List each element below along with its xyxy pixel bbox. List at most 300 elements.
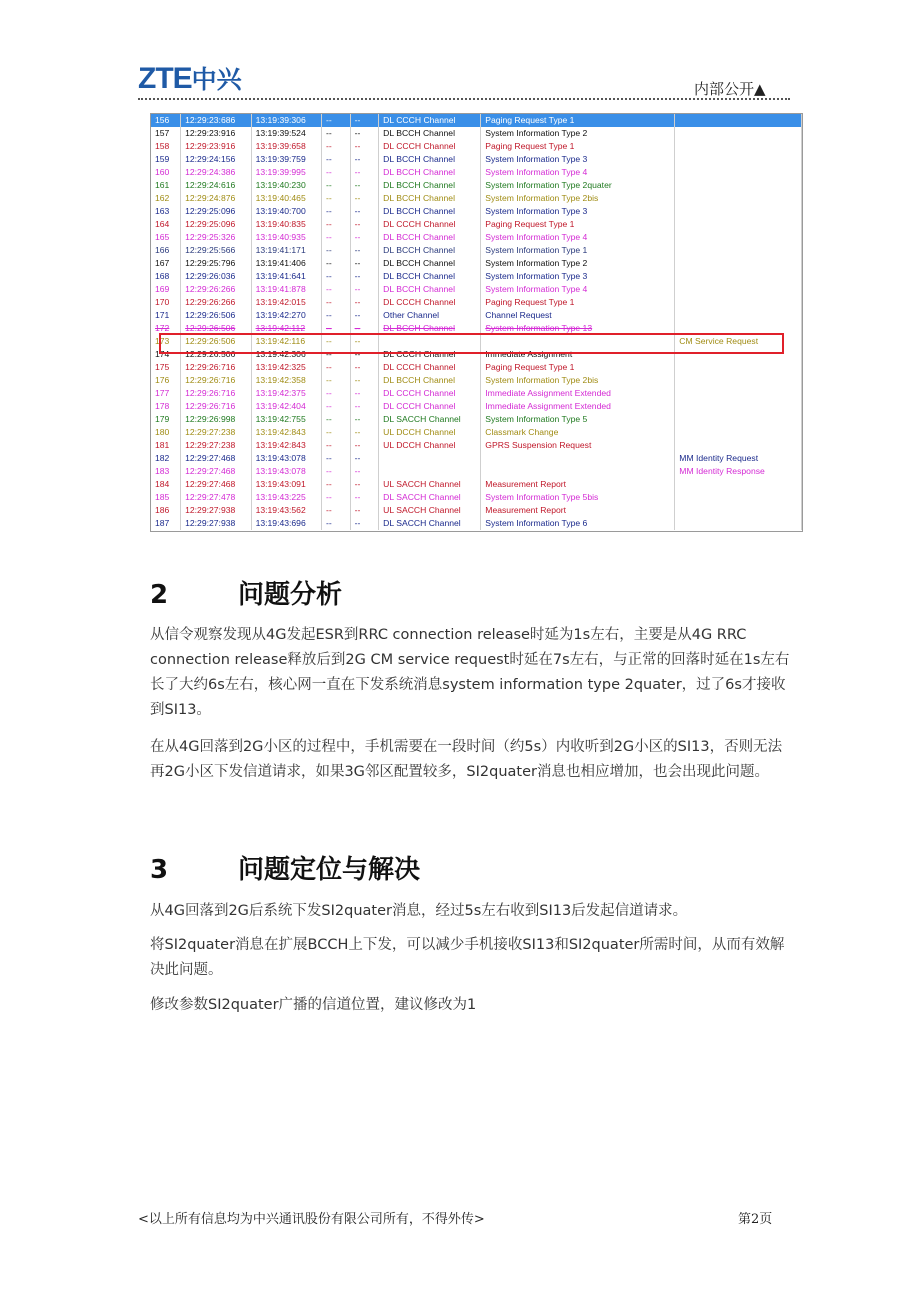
log-cell-pc-time: 12:29:27:938 [181, 517, 251, 530]
log-cell-col-a: -- [322, 452, 351, 465]
log-cell-col-a: -- [322, 439, 351, 452]
log-cell-channel: UL SACCH Channel [379, 504, 481, 517]
log-cell-pc-time: 12:29:27:238 [181, 439, 251, 452]
log-cell-col-b: -- [350, 244, 379, 257]
log-cell-ms-time: 13:19:43:078 [251, 452, 321, 465]
zte-logo [138, 64, 242, 94]
log-cell-col-a: -- [322, 192, 351, 205]
log-cell-ms-time: 13:19:43:091 [251, 478, 321, 491]
log-cell-message [481, 465, 675, 478]
log-cell-message: Paging Request Type 1 [481, 140, 675, 153]
classification-label: 内部公开▲ [694, 80, 766, 98]
log-cell-ms-time: 13:19:42:375 [251, 387, 321, 400]
section-3-paragraph-2: 将SI2quater消息在扩展BCCH上下发，可以减少手机接收SI13和SI2quater所需时间，从而有效解决此问题。 [150, 937, 785, 978]
log-cell-col-b: -- [350, 478, 379, 491]
log-cell-col-b: -- [350, 361, 379, 374]
section-3-paragraph-3: 修改参数SI2quater广播的信道位置，建议修改为1 [150, 997, 477, 1013]
log-cell-col-a: -- [322, 322, 351, 335]
log-cell-nas-message [675, 218, 802, 231]
log-cell-col-a: -- [322, 283, 351, 296]
log-cell-ms-time: 13:19:40:465 [251, 192, 321, 205]
highlight-box [159, 333, 784, 354]
log-cell-pc-time: 12:29:26:716 [181, 361, 251, 374]
log-cell-message: System Information Type 3 [481, 270, 675, 283]
log-cell-message: Channel Request [481, 309, 675, 322]
log-cell-ms-time: 13:19:42:270 [251, 309, 321, 322]
log-cell-ms-time: 13:19:42:325 [251, 361, 321, 374]
log-cell-row-index: 175 [151, 361, 181, 374]
log-cell-ms-time: 13:19:43:078 [251, 465, 321, 478]
log-cell-ms-time: 13:19:42:015 [251, 296, 321, 309]
log-cell-col-b: -- [350, 439, 379, 452]
log-cell-pc-time: 12:29:26:998 [181, 413, 251, 426]
log-cell-channel: DL CCCH Channel [379, 114, 481, 127]
log-cell-ms-time: 13:19:42:404 [251, 400, 321, 413]
log-cell-pc-time: 12:29:26:506 [181, 322, 251, 335]
log-cell-pc-time: 12:29:27:478 [181, 491, 251, 504]
section-2-heading [150, 574, 342, 611]
log-cell-col-b: -- [350, 335, 379, 348]
log-cell-col-a: -- [322, 166, 351, 179]
log-cell-col-a: -- [322, 504, 351, 517]
log-cell-col-a: -- [322, 413, 351, 426]
log-cell-ms-time: 13:19:41:406 [251, 257, 321, 270]
log-cell-col-b: -- [350, 348, 379, 361]
log-cell-message: GPRS Suspension Request [481, 439, 675, 452]
log-cell-row-index: 166 [151, 244, 181, 257]
log-cell-pc-time: 12:29:27:238 [181, 426, 251, 439]
log-cell-pc-time: 12:29:26:506 [181, 309, 251, 322]
log-cell-message: Measurement Report [481, 504, 675, 517]
log-cell-nas-message: MM Identity Request [675, 452, 802, 465]
log-cell-col-a: -- [322, 218, 351, 231]
log-cell-row-index: 172 [151, 322, 181, 335]
log-cell-col-b: -- [350, 322, 379, 335]
log-cell-message: System Information Type 3 [481, 205, 675, 218]
log-cell-channel: DL CCCH Channel [379, 400, 481, 413]
log-cell-col-b: -- [350, 114, 379, 127]
log-cell-channel: DL BCCH Channel [379, 244, 481, 257]
log-cell-message: Immediate Assignment [481, 348, 675, 361]
log-cell-col-a: -- [322, 478, 351, 491]
log-cell-col-b: -- [350, 426, 379, 439]
log-cell-pc-time: 12:29:25:566 [181, 244, 251, 257]
log-row[interactable] [151, 387, 802, 400]
log-cell-message: System Information Type 3 [481, 153, 675, 166]
log-row[interactable] [151, 296, 802, 309]
log-row[interactable] [151, 218, 802, 231]
log-cell-message: System Information Type 2quater [481, 179, 675, 192]
log-cell-col-a: -- [322, 309, 351, 322]
log-cell-nas-message [675, 231, 802, 244]
log-cell-row-index: 161 [151, 179, 181, 192]
log-cell-pc-time: 12:29:24:616 [181, 179, 251, 192]
header-divider [138, 98, 790, 100]
log-cell-col-b: -- [350, 192, 379, 205]
log-cell-row-index: 157 [151, 127, 181, 140]
log-cell-col-a: -- [322, 335, 351, 348]
log-cell-col-a: -- [322, 374, 351, 387]
log-cell-nas-message [675, 244, 802, 257]
log-cell-channel: DL BCCH Channel [379, 166, 481, 179]
log-cell-channel: DL BCCH Channel [379, 322, 481, 335]
log-cell-nas-message [675, 166, 802, 179]
log-cell-nas-message [675, 361, 802, 374]
log-cell-col-b: -- [350, 153, 379, 166]
log-cell-ms-time: 13:19:42:112 [251, 322, 321, 335]
log-cell-row-index: 183 [151, 465, 181, 478]
log-cell-col-b: -- [350, 400, 379, 413]
log-cell-row-index: 167 [151, 257, 181, 270]
log-cell-ms-time: 13:19:43:696 [251, 517, 321, 530]
log-cell-row-index: 168 [151, 270, 181, 283]
log-cell-nas-message [675, 491, 802, 504]
log-row[interactable] [151, 179, 802, 192]
log-cell-row-index: 176 [151, 374, 181, 387]
log-cell-channel [379, 452, 481, 465]
log-cell-channel: UL DCCH Channel [379, 426, 481, 439]
log-cell-pc-time: 12:29:23:916 [181, 127, 251, 140]
section-2-title: 问题分析 [238, 580, 343, 610]
log-cell-channel: DL BCCH Channel [379, 231, 481, 244]
log-row[interactable] [151, 478, 802, 491]
log-cell-pc-time: 12:29:26:716 [181, 374, 251, 387]
log-cell-col-b: -- [350, 296, 379, 309]
log-cell-ms-time: 13:19:41:641 [251, 270, 321, 283]
log-cell-col-a: -- [322, 491, 351, 504]
log-cell-col-b: -- [350, 166, 379, 179]
log-cell-message: System Information Type 6 [481, 517, 675, 530]
log-cell-nas-message [675, 387, 802, 400]
log-cell-message: System Information Type 13 [481, 322, 675, 335]
log-cell-message: System Information Type 2 [481, 257, 675, 270]
log-cell-channel: DL BCCH Channel [379, 179, 481, 192]
log-cell-col-b: -- [350, 257, 379, 270]
log-cell-ms-time: 13:19:39:306 [251, 114, 321, 127]
log-cell-channel: DL CCCH Channel [379, 140, 481, 153]
log-cell-col-a: -- [322, 140, 351, 153]
log-cell-channel: DL CCCH Channel [379, 348, 481, 361]
log-cell-nas-message [675, 478, 802, 491]
log-cell-pc-time: 12:29:25:326 [181, 231, 251, 244]
section-3-paragraph-1: 从4G回落到2G后系统下发SI2quater消息，经过5s左右收到SI13后发起信道请求。 [150, 903, 688, 919]
log-cell-pc-time: 12:29:24:156 [181, 153, 251, 166]
log-cell-ms-time: 13:19:39:524 [251, 127, 321, 140]
log-row[interactable] [151, 192, 802, 205]
log-cell-ms-time: 13:19:40:700 [251, 205, 321, 218]
section-2-paragraph-1: 从信令观察发现从4G发起ESR到RRC connection release时延为1s左右，主要是从4G RRC connection release释放后到2G CM service request时延在7s左右，与正常的回落时延在1s左右长了大约6s左右，核心网一直在下发系统消息system information type 2quater，过了6s才接收到SI13。 [150, 627, 790, 718]
log-cell-pc-time: 12:29:27:468 [181, 478, 251, 491]
log-cell-channel: DL SACCH Channel [379, 517, 481, 530]
log-cell-row-index: 184 [151, 478, 181, 491]
log-cell-row-index: 169 [151, 283, 181, 296]
log-cell-nas-message [675, 192, 802, 205]
log-cell-col-a: -- [322, 387, 351, 400]
log-cell-nas-message [675, 400, 802, 413]
log-cell-message: System Information Type 4 [481, 231, 675, 244]
log-cell-col-b: -- [350, 218, 379, 231]
log-cell-message: System Information Type 2bis [481, 374, 675, 387]
log-cell-row-index: 159 [151, 153, 181, 166]
log-cell-ms-time: 13:19:41:878 [251, 283, 321, 296]
log-cell-row-index: 179 [151, 413, 181, 426]
log-cell-pc-time: 12:29:24:876 [181, 192, 251, 205]
log-cell-message: System Information Type 2bis [481, 192, 675, 205]
log-cell-row-index: 156 [151, 114, 181, 127]
log-cell-col-a: -- [322, 231, 351, 244]
log-cell-col-b: -- [350, 452, 379, 465]
log-row[interactable] [151, 439, 802, 452]
log-cell-row-index: 187 [151, 517, 181, 530]
log-row[interactable] [151, 205, 802, 218]
log-cell-message: Immediate Assignment Extended [481, 387, 675, 400]
signaling-log-table [151, 114, 802, 530]
log-cell-row-index: 170 [151, 296, 181, 309]
log-cell-pc-time: 12:29:26:266 [181, 296, 251, 309]
log-cell-nas-message: MM Identity Response [675, 465, 802, 478]
log-row[interactable] [151, 374, 802, 387]
log-row[interactable] [151, 504, 802, 517]
section-2-number: 2 [150, 580, 169, 610]
section-2-paragraph-2: 在从4G回落到2G小区的过程中，手机需要在一段时间（约5s）内收听到2G小区的SI13，否则无法再2G小区下发信道请求，如果3G邻区配置较多，SI2quater消息也相应增加，也会出现此问题。 [150, 739, 783, 780]
log-cell-pc-time: 12:29:27:468 [181, 465, 251, 478]
log-cell-nas-message [675, 413, 802, 426]
log-cell-ms-time: 13:19:40:935 [251, 231, 321, 244]
log-cell-col-a: -- [322, 153, 351, 166]
log-cell-message: System Information Type 1 [481, 244, 675, 257]
log-cell-ms-time: 13:19:41:171 [251, 244, 321, 257]
log-cell-row-index: 185 [151, 491, 181, 504]
log-cell-pc-time: 12:29:25:796 [181, 257, 251, 270]
log-row[interactable] [151, 127, 802, 140]
log-cell-col-a: -- [322, 270, 351, 283]
log-row[interactable] [151, 283, 802, 296]
log-cell-row-index: 181 [151, 439, 181, 452]
log-cell-col-a: -- [322, 179, 351, 192]
log-cell-row-index: 171 [151, 309, 181, 322]
log-cell-channel: DL BCCH Channel [379, 257, 481, 270]
log-cell-nas-message [675, 309, 802, 322]
log-cell-pc-time: 12:29:26:506 [181, 335, 251, 348]
log-cell-row-index: 162 [151, 192, 181, 205]
log-cell-message: Classmark Change [481, 426, 675, 439]
log-cell-col-a: -- [322, 257, 351, 270]
log-cell-col-a: -- [322, 114, 351, 127]
section-3-title: 问题定位与解决 [238, 855, 421, 885]
log-cell-ms-time: 13:19:39:759 [251, 153, 321, 166]
log-cell-channel: Other Channel [379, 309, 481, 322]
log-cell-message: System Information Type 5bis [481, 491, 675, 504]
log-cell-nas-message [675, 426, 802, 439]
log-cell-col-b: -- [350, 231, 379, 244]
log-cell-channel: DL BCCH Channel [379, 127, 481, 140]
log-cell-ms-time: 13:19:42:843 [251, 426, 321, 439]
signaling-log-panel[interactable] [150, 113, 803, 532]
log-cell-channel: DL BCCH Channel [379, 283, 481, 296]
log-cell-ms-time: 13:19:43:225 [251, 491, 321, 504]
log-cell-ms-time: 13:19:42:306 [251, 348, 321, 361]
log-cell-row-index: 177 [151, 387, 181, 400]
log-cell-row-index: 173 [151, 335, 181, 348]
log-cell-row-index: 174 [151, 348, 181, 361]
log-cell-pc-time: 12:29:27:938 [181, 504, 251, 517]
log-row[interactable] [151, 400, 802, 413]
log-cell-col-a: -- [322, 465, 351, 478]
log-cell-col-b: -- [350, 205, 379, 218]
log-cell-col-b: -- [350, 283, 379, 296]
log-cell-ms-time: 13:19:40:835 [251, 218, 321, 231]
logo-latin: ZTE [138, 62, 192, 95]
log-cell-ms-time: 13:19:42:843 [251, 439, 321, 452]
log-cell-pc-time: 12:29:26:266 [181, 283, 251, 296]
log-cell-nas-message [675, 504, 802, 517]
log-cell-nas-message [675, 257, 802, 270]
log-cell-col-b: -- [350, 387, 379, 400]
log-cell-pc-time: 12:29:25:096 [181, 218, 251, 231]
log-cell-message: System Information Type 5 [481, 413, 675, 426]
log-row[interactable] [151, 153, 802, 166]
log-cell-row-index: 182 [151, 452, 181, 465]
log-cell-ms-time: 13:19:42:116 [251, 335, 321, 348]
log-cell-channel: DL SACCH Channel [379, 413, 481, 426]
log-cell-col-a: -- [322, 127, 351, 140]
log-cell-channel: DL CCCH Channel [379, 361, 481, 374]
log-cell-col-b: -- [350, 517, 379, 530]
log-cell-row-index: 158 [151, 140, 181, 153]
log-row[interactable] [151, 166, 802, 179]
log-cell-col-b: -- [350, 413, 379, 426]
log-cell-col-b: -- [350, 465, 379, 478]
section-3-number: 3 [150, 855, 169, 885]
log-row[interactable] [151, 452, 802, 465]
log-cell-channel: DL BCCH Channel [379, 270, 481, 283]
log-cell-nas-message: CM Service Request [675, 335, 802, 348]
log-cell-message: Measurement Report [481, 478, 675, 491]
log-cell-col-b: -- [350, 179, 379, 192]
log-cell-col-b: -- [350, 309, 379, 322]
log-cell-ms-time: 13:19:39:658 [251, 140, 321, 153]
log-cell-col-a: -- [322, 517, 351, 530]
log-cell-nas-message [675, 283, 802, 296]
log-cell-message: Paging Request Type 1 [481, 114, 675, 127]
log-cell-col-a: -- [322, 205, 351, 218]
log-cell-channel: DL BCCH Channel [379, 205, 481, 218]
log-cell-nas-message [675, 439, 802, 452]
footer-confidentiality-note: <以上所有信息均为中兴通讯股份有限公司所有，不得外传> [138, 1212, 485, 1227]
log-cell-col-b: -- [350, 504, 379, 517]
log-cell-col-b: -- [350, 491, 379, 504]
log-row[interactable] [151, 465, 802, 478]
log-cell-row-index: 178 [151, 400, 181, 413]
log-cell-row-index: 160 [151, 166, 181, 179]
log-cell-col-a: -- [322, 426, 351, 439]
log-cell-channel: UL SACCH Channel [379, 478, 481, 491]
log-cell-nas-message [675, 179, 802, 192]
log-row[interactable] [151, 426, 802, 439]
log-row[interactable] [151, 309, 802, 322]
log-cell-col-a: -- [322, 361, 351, 374]
log-cell-col-b: -- [350, 374, 379, 387]
log-cell-channel [379, 465, 481, 478]
log-cell-pc-time: 12:29:24:386 [181, 166, 251, 179]
log-cell-nas-message [675, 114, 802, 127]
log-cell-message: System Information Type 2 [481, 127, 675, 140]
log-row[interactable] [151, 231, 802, 244]
log-cell-message: Paging Request Type 1 [481, 296, 675, 309]
log-row[interactable] [151, 114, 802, 127]
log-cell-nas-message [675, 270, 802, 283]
log-cell-pc-time: 12:29:26:716 [181, 400, 251, 413]
log-cell-pc-time: 12:29:27:468 [181, 452, 251, 465]
log-cell-nas-message [675, 205, 802, 218]
log-cell-channel: DL BCCH Channel [379, 153, 481, 166]
log-row[interactable] [151, 517, 802, 530]
log-cell-nas-message [675, 517, 802, 530]
log-cell-pc-time: 12:29:23:916 [181, 140, 251, 153]
log-cell-pc-time: 12:29:26:036 [181, 270, 251, 283]
log-cell-ms-time: 13:19:42:755 [251, 413, 321, 426]
log-cell-channel: UL DCCH Channel [379, 439, 481, 452]
section-3-heading [150, 849, 420, 886]
log-row[interactable] [151, 244, 802, 257]
log-cell-col-a: -- [322, 400, 351, 413]
log-cell-channel: DL SACCH Channel [379, 491, 481, 504]
log-cell-col-b: -- [350, 127, 379, 140]
log-cell-ms-time: 13:19:42:358 [251, 374, 321, 387]
log-cell-channel: DL BCCH Channel [379, 192, 481, 205]
log-cell-channel: DL CCCH Channel [379, 387, 481, 400]
log-cell-channel: DL CCCH Channel [379, 218, 481, 231]
log-row[interactable] [151, 491, 802, 504]
log-cell-row-index: 163 [151, 205, 181, 218]
log-cell-message [481, 452, 675, 465]
log-cell-row-index: 180 [151, 426, 181, 439]
log-cell-col-b: -- [350, 270, 379, 283]
log-cell-message: Paging Request Type 1 [481, 218, 675, 231]
log-cell-col-a: -- [322, 348, 351, 361]
log-cell-col-a: -- [322, 244, 351, 257]
log-cell-ms-time: 13:19:39:995 [251, 166, 321, 179]
log-cell-ms-time: 13:19:43:562 [251, 504, 321, 517]
log-cell-message: Paging Request Type 1 [481, 361, 675, 374]
log-row[interactable] [151, 257, 802, 270]
logo-chinese: 中兴 [191, 65, 242, 94]
log-cell-ms-time: 13:19:40:230 [251, 179, 321, 192]
log-row[interactable] [151, 270, 802, 283]
log-cell-col-a: -- [322, 296, 351, 309]
log-cell-pc-time: 12:29:26:506 [181, 348, 251, 361]
log-cell-pc-time: 12:29:25:096 [181, 205, 251, 218]
log-row[interactable] [151, 413, 802, 426]
log-row[interactable] [151, 361, 802, 374]
log-cell-message: System Information Type 4 [481, 283, 675, 296]
page-number: 第2页 [738, 1212, 773, 1227]
log-cell-pc-time: 12:29:26:716 [181, 387, 251, 400]
log-cell-nas-message [675, 140, 802, 153]
log-cell-nas-message [675, 127, 802, 140]
log-row[interactable] [151, 140, 802, 153]
log-cell-nas-message [675, 296, 802, 309]
log-cell-nas-message [675, 153, 802, 166]
log-cell-col-b: -- [350, 140, 379, 153]
log-cell-nas-message [675, 374, 802, 387]
log-cell-message: Immediate Assignment Extended [481, 400, 675, 413]
log-cell-row-index: 164 [151, 218, 181, 231]
log-cell-channel: DL CCCH Channel [379, 296, 481, 309]
log-cell-row-index: 186 [151, 504, 181, 517]
log-cell-row-index: 165 [151, 231, 181, 244]
log-cell-channel: DL BCCH Channel [379, 374, 481, 387]
